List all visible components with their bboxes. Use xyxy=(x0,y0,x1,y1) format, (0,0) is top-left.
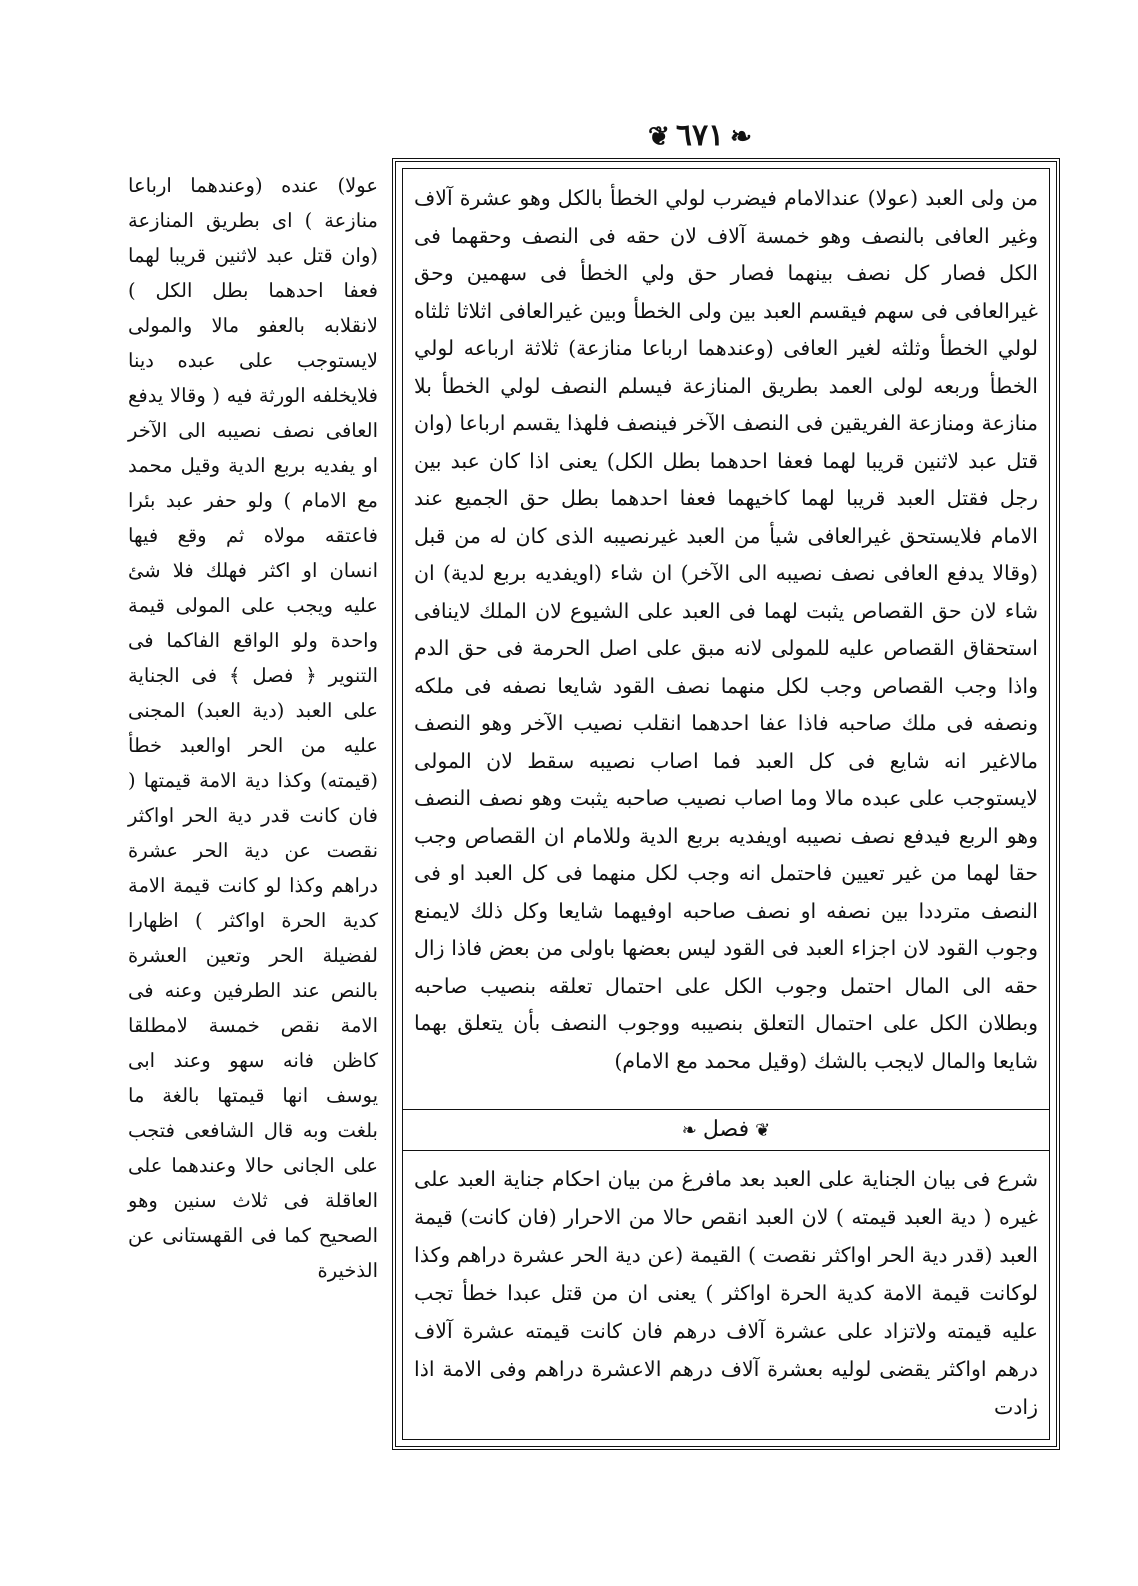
main-frame xyxy=(392,158,1060,1450)
bottom-commentary xyxy=(414,1160,1038,1426)
section-title: فصل xyxy=(702,1117,750,1142)
section-ornament-right-icon: ❦ xyxy=(755,1120,771,1141)
section-ornament-left-icon: ❧ xyxy=(681,1120,697,1141)
main-paragraph: من ولى العبد (عولا) عندالامام فيضرب لولي الخطأ بالكل وهو عشرة آلاف وغير العافى بالنصف وهو خمسة آلاف لان حقه فى النصف وحقهما فى الكل فصار كل نصف بينهما فصار حق ولي الخطأ فى سهمين وحق غيرالعافى فى سهم فيقسم العبد بين ولى الخطأ وبين غيرالعافى اثلاثا ثلثاه لولي الخطأ وثلثه لغير العافى (وعندهما ارباعا منازعة) ثلاثة ارباعه لولي الخطأ وربعه لولى العمد بطريق المنازعة فيسلم النصف لولي الخطأ بلا منازعة ومنازعة الفريقين فى النصف الآخر فينصف فلهذا يقسم ارباعا (وان قتل عبد لاثنين قريبا لهما فعفا احدهما بطل الكل) يعنى اذا كان عبد بين رجل فقتل العبد قريبا لهما كاخيهما فعفا احدهما بطل حق الجميع عند الامام فلايستحق غيرالعافى شيأ من العبد غيرنصيبه الذى كان له من قبل (وقالا يدفع العافى نصف نصيبه الى الآخر) ان شاء (اويفديه بربع لدية) ان شاء لان حق القصاص يثبت لهما فى العبد على الشيوع لان الملك لاينافى استحقاق القصاص عليه للمولى لانه مبق على اصل الحرمة فى حق الدم واذا وجب القصاص وجب لكل منهما نصف القود شايعا نصفه فى ملكه ونصفه فى ملك صاحبه فاذا عفا احدهما انقلب نصيب الآخر وهو النصف مالاغير انه شايع فى كل العبد فما اصاب نصيبه سقط لان المولى لايستوجب على عبده مالا وما اصاب نصيب صاحبه يثبت وهو نصف النصف وهو الربع فيدفع نصف نصيبه اويفديه بربع الدية وللامام ان القصاص وجب حقا لهما من غير تعيين فاحتمل انه وجب لكل منهما فى كل العبد او فى النصف مترددا بين نصفه او نصف صاحبه اوفيهما شايعا وكل ذلك لايمنع وجوب القود لان اجزاء العبد فى القود ليس بعضها باولى من بعض فاذا زال حقه الى المال احتمل وجوب الكل على احتمال تعلقه بنصيب صاحبه وبطلان الكل على احتمال التعلق بنصيبه ووجوب النصف بأن يتعلق بهما شايعا والمال لايجب بالشك (وقيل محمد مع الامام) xyxy=(414,186,1038,1073)
section-heading xyxy=(402,1109,1050,1151)
margin-commentary xyxy=(128,168,378,1288)
margin-paragraph: عولا) عنده (وعندهما ارباعا منازعة ) اى بطريق المنازعة (وان قتل عبد لاثنين قريبا لهما فعفا احدهما بطل الكل ) لانقلابه بالعفو مالا والمولى لايستوجب على عبده دينا فلايخلفه الورثة فيه ( وقالا يدفع العافى نصف نصيبه الى الآخر او يفديه بربع الدية وقيل محمد مع الامام ) ولو حفر عبد بئرا فاعتقه مولاه ثم وقع فيها انسان او اكثر فهلك فلا شئ عليه ويجب على المولى قيمة واحدة ولو الواقع الفاكما فى التنوير ﴿ فصل ﴾ فى الجناية على العبد (دية العبد) المجنى عليه من الحر اوالعبد خطأ (قيمته) وكذا دية الامة قيمتها ( فان كانت قدر دية الحر اواكثر نقصت عن دية الحر عشرة دراهم وكذا لو كانت قيمة الامة كدية الحرة اواكثر ) اظهارا لفضيلة الحر وتعين العشرة بالنص عند الطرفين وعنه فى الامة نقص خمسة لامطلقا كاظن فانه سهو وعند ابى يوسف انها قيمتها بالغة ما بلغت وبه قال الشافعى فتجب على الجانى حالا وعندهما على العاقلة فى ثلاث سنين وهو الصحيح كما فى القهستانى عن الذخيرة xyxy=(128,174,378,1282)
bottom-paragraph: شرع فى بيان الجناية على العبد بعد مافرغ من بيان احكام جناية العبد على غيره ( دية العبد قيمته ) لان العبد انقص حالا من الاحرار (فان كانت) قيمة العبد (قدر دية الحر اواكثر نقصت ) القيمة (عن دية الحر عشرة دراهم وكذا لوكانت قيمة الامة كدية الحرة اواكثر ) يعنى ان من قتل عبدا خطأ تجب عليه قيمته ولاتزاد على عشرة آلاف درهم فان كانت قيمته عشرة آلاف درهم اواكثر يقضى لوليه بعشرة آلاف درهم الاعشرة دراهم وفى الامة اذا زادت xyxy=(414,1167,1038,1419)
page-number-text: ٦٧١ xyxy=(675,118,725,153)
ornament-left-icon: ❦ xyxy=(648,122,670,152)
page-number xyxy=(640,118,760,153)
main-commentary xyxy=(414,180,1038,1080)
ornament-right-icon: ❧ xyxy=(730,122,752,152)
